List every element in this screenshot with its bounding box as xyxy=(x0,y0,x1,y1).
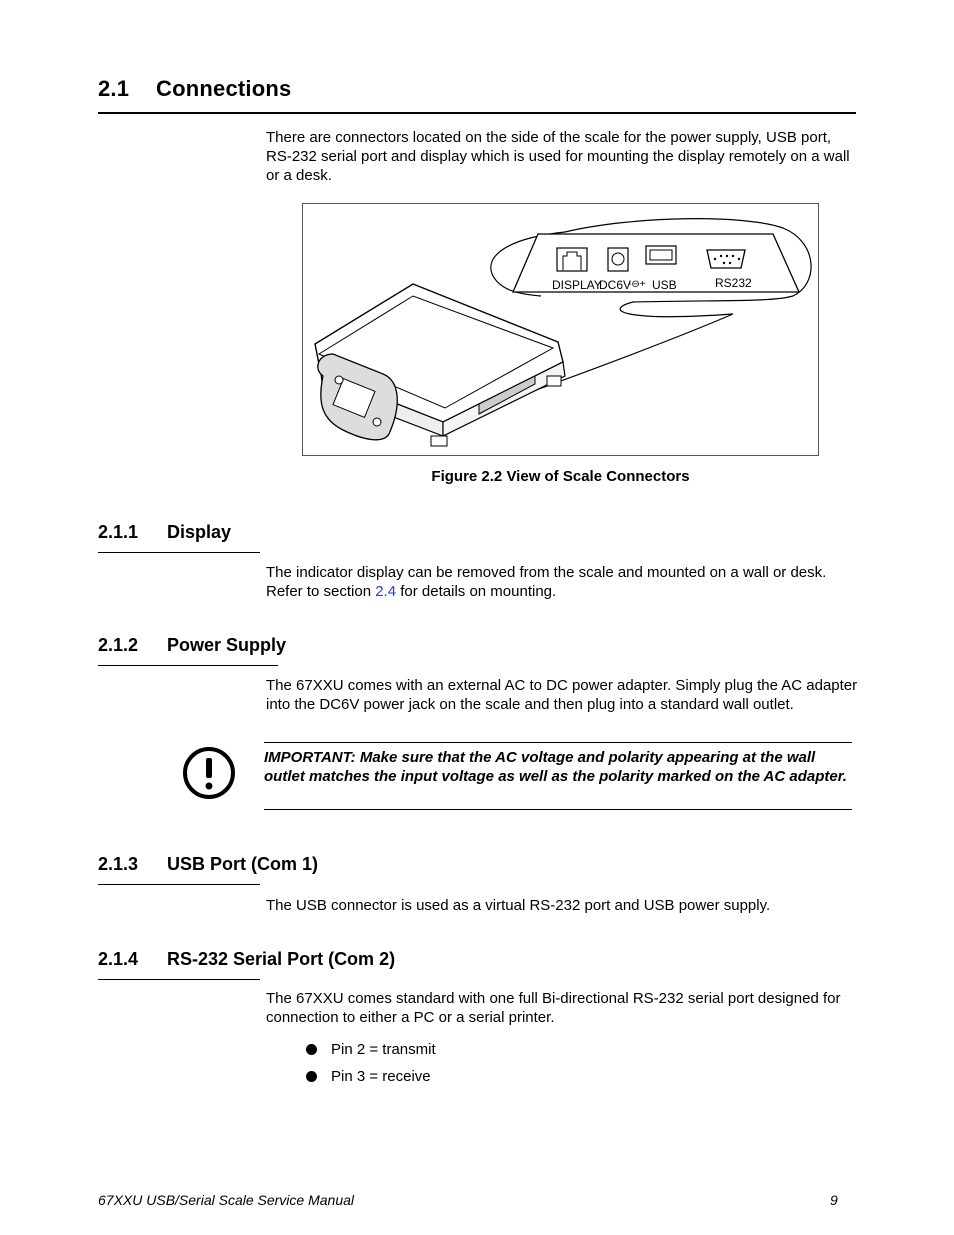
bullet-icon xyxy=(306,1071,317,1082)
page-number: 9 xyxy=(830,1192,838,1208)
subsection-title: Display xyxy=(167,522,232,542)
subsection-heading-rs232 xyxy=(98,949,396,980)
list-item: Pin 2 = transmit xyxy=(306,1040,436,1059)
subsection-title: USB Port (Com 1) xyxy=(167,854,319,874)
svg-text:-⊖+: -⊖+ xyxy=(628,279,646,290)
subsection-title: Power Supply xyxy=(167,635,287,655)
subsection-heading-usb xyxy=(98,854,319,885)
label-dc6v: DC6V xyxy=(599,278,632,292)
subsection-number: 2.1.1 xyxy=(98,522,139,542)
label-display: DISPLAY xyxy=(552,278,602,292)
label-usb: USB xyxy=(652,278,677,292)
list-item: Pin 3 = receive xyxy=(306,1067,431,1086)
rs232-paragraph: The 67XXU comes standard with one full Bi-directional RS-232 serial port designed for connection to either a PC or a serial printer. xyxy=(266,990,841,1026)
scale-illustration xyxy=(303,204,820,457)
section-number: 2.1 xyxy=(98,76,130,101)
section-link[interactable]: 2.4 xyxy=(375,583,397,600)
subsection-heading-power xyxy=(98,635,287,666)
subsection-number: 2.1.3 xyxy=(98,854,139,874)
section-title: Connections xyxy=(156,76,292,101)
section-heading xyxy=(98,76,856,114)
power-paragraph: The 67XXU comes with an external AC to DC power adapter. Simply plug the AC adapter into the DC6V power jack on the scale and then plug into a standard wall outlet. xyxy=(266,677,858,713)
important-note: IMPORTANT: Make sure that the AC voltage and polarity appearing at the wall outlet matches the input voltage as well as the polarity marked on the AC adapter. xyxy=(264,742,852,810)
subsection-number: 2.1.2 xyxy=(98,635,139,655)
subsection-number: 2.1.4 xyxy=(98,949,139,969)
footer-title: 67XXU USB/Serial Scale Service Manual xyxy=(98,1192,355,1208)
intro-paragraph: There are connectors located on the side of the scale for the power supply, USB port, RS-232 serial port and display which is used for mounting the display remotely on a wall or a desk. xyxy=(266,129,850,184)
figure-caption: Figure 2.2 View of Scale Connectors xyxy=(431,468,690,485)
subsection-heading-display xyxy=(98,522,260,553)
important-icon xyxy=(182,746,236,800)
subsection-title: RS-232 Serial Port (Com 2) xyxy=(167,949,396,969)
bullet-icon xyxy=(306,1044,317,1055)
display-paragraph: The indicator display can be removed from the scale and mounted on a wall or desk. Refer to section 2.4 for details on mounting. xyxy=(266,564,827,600)
usb-paragraph: The USB connector is used as a virtual RS-232 port and USB power supply. xyxy=(266,897,771,914)
figure-scale-connectors xyxy=(302,203,819,456)
label-rs232: RS232 xyxy=(715,276,752,290)
